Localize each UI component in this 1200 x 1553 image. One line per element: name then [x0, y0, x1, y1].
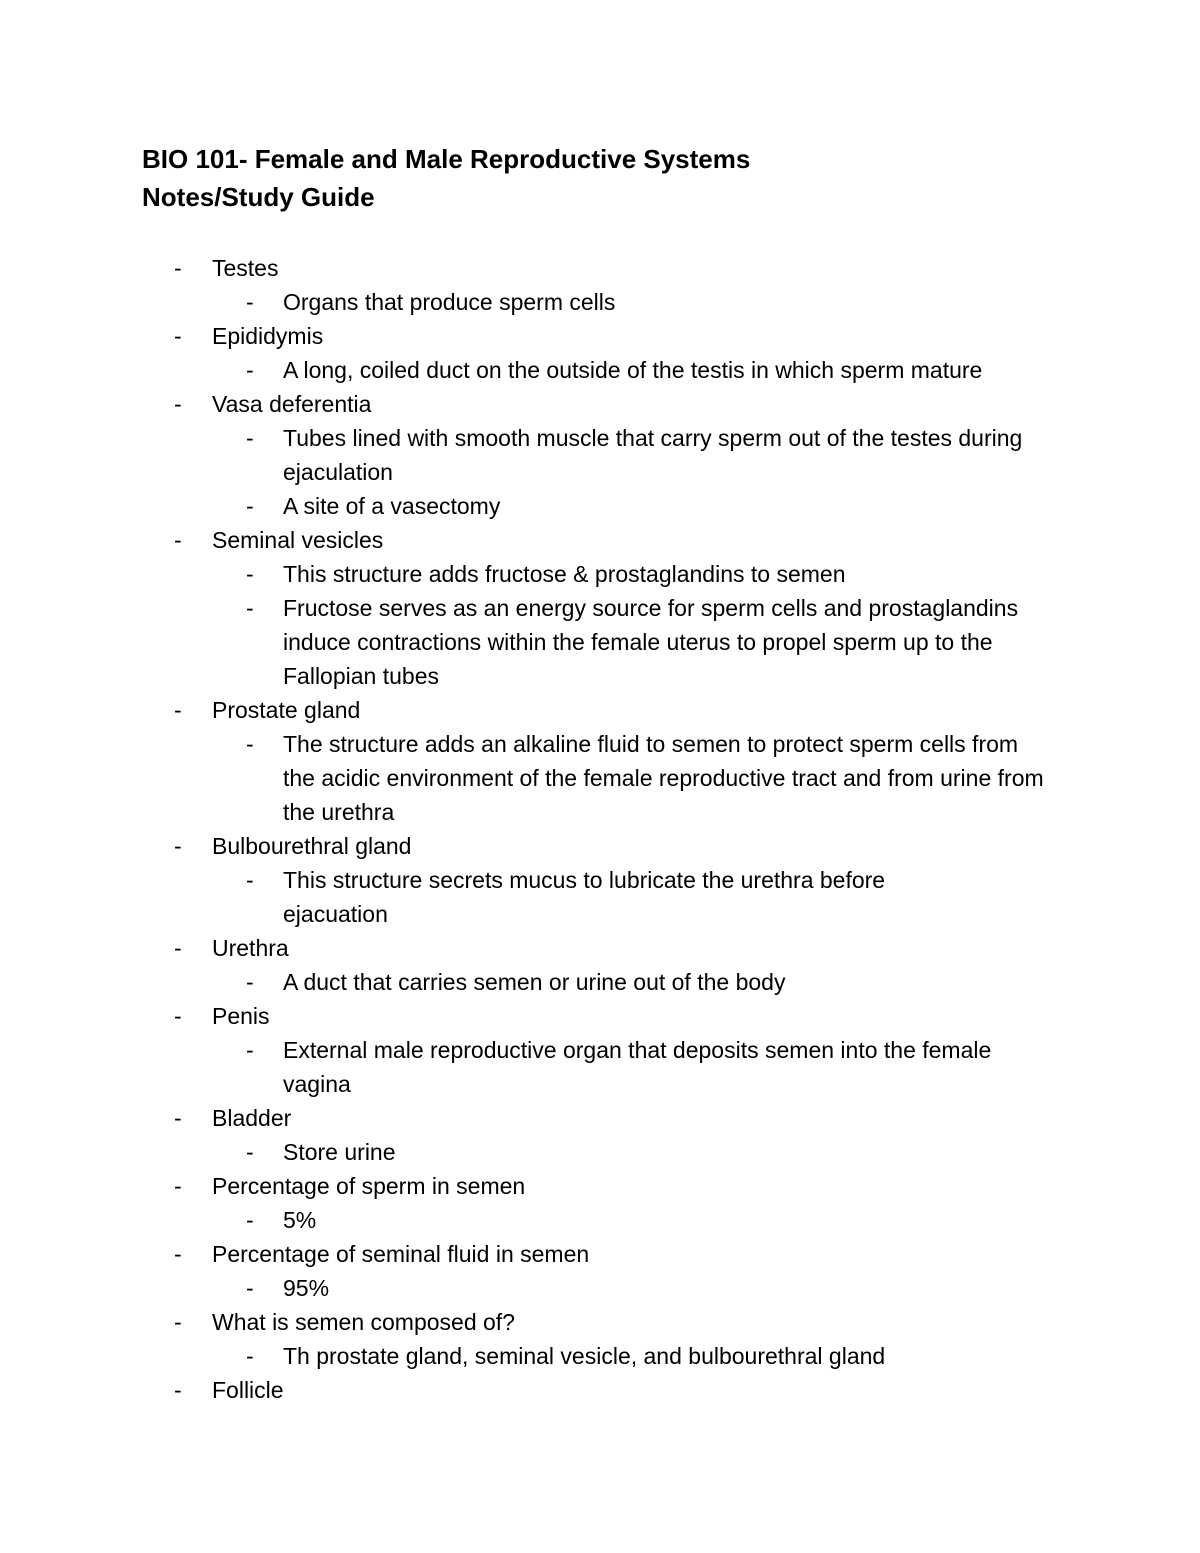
detail-text: A long, coiled duct on the outside of the testis in which sperm mature — [283, 357, 983, 383]
list-item-term — [0, 387, 1200, 421]
detail-text: The structure adds an alkaline fluid to semen to protect sperm cells from the acidic environment of the female reproductive tract and from urine from the urethra — [283, 731, 1044, 825]
bullet-dash: - — [174, 527, 182, 553]
detail-text: A duct that carries semen or urine out of the body — [283, 969, 786, 995]
bullet-dash: - — [174, 1241, 182, 1267]
list-item-detail — [0, 489, 1200, 523]
term-text: Seminal vesicles — [212, 527, 384, 553]
title-line-2: Notes/Study Guide — [142, 182, 375, 212]
list-item-term — [0, 251, 1200, 285]
term-text: Vasa deferentia — [212, 391, 372, 417]
list-item-term — [0, 1169, 1200, 1203]
document-title — [142, 140, 1142, 216]
term-text: Bladder — [212, 1105, 292, 1131]
term-text: Percentage of seminal fluid in semen — [212, 1241, 590, 1267]
bullet-dash: - — [246, 731, 254, 757]
list-item-term — [0, 931, 1200, 965]
list-item-term — [0, 1373, 1200, 1407]
bullet-dash: - — [174, 1377, 182, 1403]
list-item-detail — [0, 1033, 1200, 1101]
list-item-detail — [0, 591, 1200, 693]
term-text: Bulbourethral gland — [212, 833, 412, 859]
bullet-dash: - — [246, 493, 254, 519]
bullet-dash: - — [174, 1173, 182, 1199]
list-item-term — [0, 523, 1200, 557]
bullet-dash: - — [246, 1275, 254, 1301]
detail-text: Tubes lined with smooth muscle that carry sperm out of the testes during ejaculation — [283, 425, 1023, 485]
bullet-dash: - — [246, 1207, 254, 1233]
term-text: Prostate gland — [212, 697, 361, 723]
list-item-term — [0, 693, 1200, 727]
detail-text: 95% — [283, 1275, 330, 1301]
list-item-detail — [0, 1135, 1200, 1169]
detail-text: External male reproductive organ that deposits semen into the female vagina — [283, 1037, 992, 1097]
bullet-dash: - — [174, 323, 182, 349]
list-item-term — [0, 319, 1200, 353]
detail-text: Fructose serves as an energy source for sperm cells and prostaglandins induce contractions within the female uterus to propel sperm up to the Fallopian tubes — [283, 595, 1019, 689]
term-text: Urethra — [212, 935, 289, 961]
detail-text: Th prostate gland, seminal vesicle, and bulbourethral gland — [283, 1343, 886, 1369]
bullet-dash: - — [246, 1037, 254, 1063]
bullet-dash: - — [246, 289, 254, 315]
bullet-dash: - — [246, 1139, 254, 1165]
bullet-dash: - — [174, 255, 182, 281]
list-item-detail — [0, 1203, 1200, 1237]
term-text: Epididymis — [212, 323, 324, 349]
list-item-detail — [0, 965, 1200, 999]
bullet-dash: - — [246, 561, 254, 587]
term-text: Follicle — [212, 1377, 284, 1403]
bullet-dash: - — [174, 1105, 182, 1131]
bullet-dash: - — [246, 867, 254, 893]
bullet-dash: - — [174, 1309, 182, 1335]
bullet-dash: - — [246, 969, 254, 995]
list-item-term — [0, 999, 1200, 1033]
list-item-term — [0, 1237, 1200, 1271]
notes-list — [0, 251, 1200, 1407]
term-text: Penis — [212, 1003, 270, 1029]
list-item-detail — [0, 727, 1200, 829]
list-item-term — [0, 829, 1200, 863]
term-text: What is semen composed of? — [212, 1309, 515, 1335]
bullet-dash: - — [174, 697, 182, 723]
list-item-term — [0, 1305, 1200, 1339]
term-text: Testes — [212, 255, 279, 281]
list-item-detail — [0, 557, 1200, 591]
bullet-dash: - — [174, 391, 182, 417]
detail-text: This structure secrets mucus to lubricate the urethra before ejacuation — [283, 867, 886, 927]
bullet-dash: - — [174, 833, 182, 859]
title-line-1: BIO 101- Female and Male Reproductive Systems — [142, 144, 751, 174]
list-item-detail — [0, 863, 1200, 931]
bullet-dash: - — [174, 1003, 182, 1029]
list-item-detail — [0, 285, 1200, 319]
list-item-term — [0, 1101, 1200, 1135]
bullet-dash: - — [246, 595, 254, 621]
bullet-dash: - — [174, 935, 182, 961]
detail-text: Organs that produce sperm cells — [283, 289, 616, 315]
detail-text: Store urine — [283, 1139, 396, 1165]
detail-text: This structure adds fructose & prostaglandins to semen — [283, 561, 846, 587]
detail-text: 5% — [283, 1207, 317, 1233]
list-item-detail — [0, 421, 1200, 489]
bullet-dash: - — [246, 1343, 254, 1369]
bullet-dash: - — [246, 357, 254, 383]
list-item-detail — [0, 1339, 1200, 1373]
detail-text: A site of a vasectomy — [283, 493, 501, 519]
bullet-dash: - — [246, 425, 254, 451]
term-text: Percentage of sperm in semen — [212, 1173, 526, 1199]
list-item-detail — [0, 353, 1200, 387]
list-item-detail — [0, 1271, 1200, 1305]
